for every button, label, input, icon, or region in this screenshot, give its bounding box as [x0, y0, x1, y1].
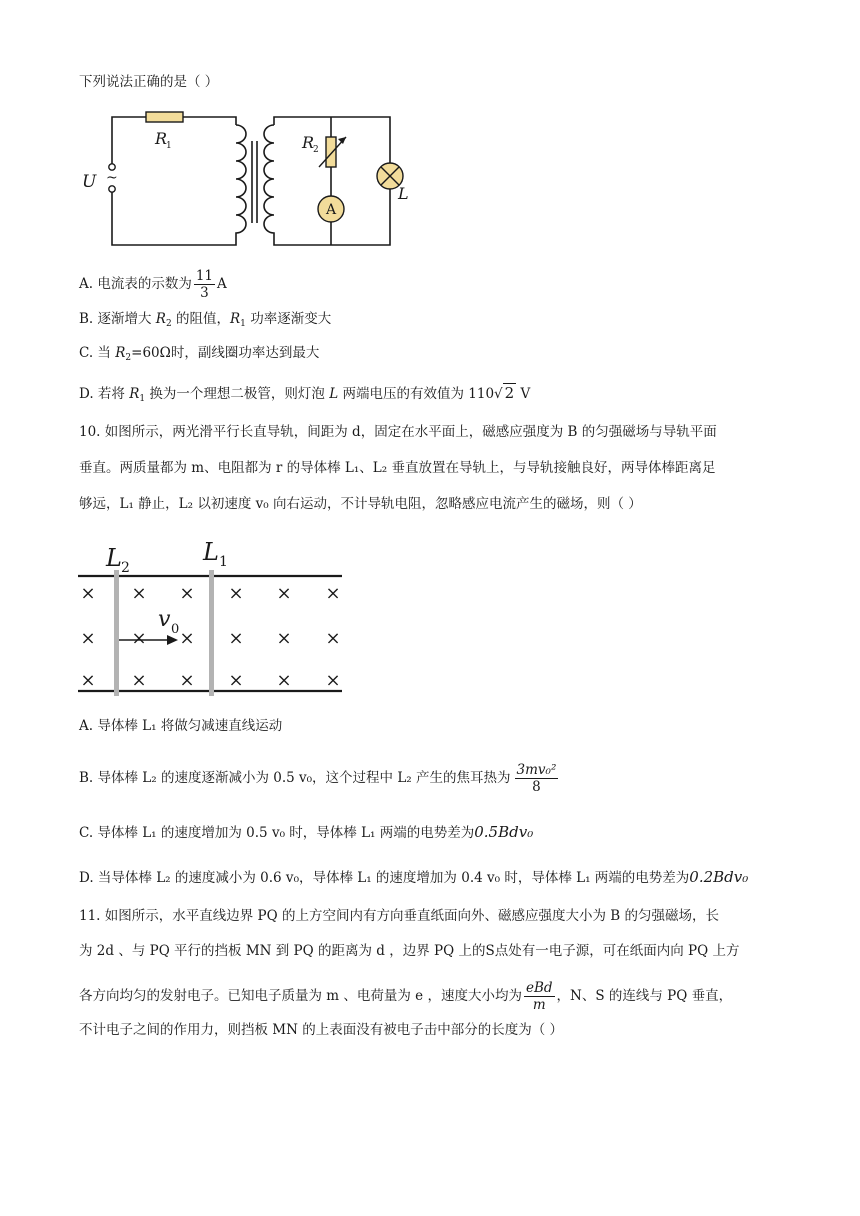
resistor-r1: [146, 112, 183, 122]
svg-text:×: ×: [179, 583, 195, 604]
svg-text:×: ×: [276, 670, 292, 691]
rod-l2: [114, 570, 119, 696]
label-r2: R: [302, 133, 315, 152]
label-v0: v: [158, 607, 171, 632]
svg-text:×: ×: [228, 628, 244, 649]
q10-option-b: B. 导体棒 L₂ 的速度逐渐减小为 0.5 v₀，这个过程中 L₂ 产生的焦耳热为 $\frac{\text{3mv₀²}}{8}$: [79, 762, 557, 795]
q11-stem-line3: 各方向均匀的发射电子。已知电子质量为 m 、电荷量为 e ，速度大小均为 $\frac{\text{eBd}}{m}$ ，N、S 的连线与 PQ 垂直，: [79, 980, 733, 1013]
q10-stem-line3: 够远，L₁ 静止，L₂ 以初速度 v₀ 向右运动，不计导轨电阻，忽略感应电流产生的磁场，则（ ）: [79, 496, 642, 512]
label-l1: L: [203, 538, 219, 566]
label-l: L: [398, 184, 409, 203]
q9-prompt: 下列说法正确的是（ ）: [79, 74, 219, 90]
q10-stem-line1: 10. 如图所示，两光滑平行长直导轨，间距为 d，固定在水平面上，磁感应强度为 B 的匀强磁场与导轨平面: [79, 424, 717, 440]
label-r1: R: [155, 129, 168, 148]
label-l1-sub: 1: [219, 554, 228, 570]
svg-text:×: ×: [80, 670, 96, 691]
q10-option-d: D. 当导体棒 L₂ 的速度减小为 0.6 v₀，导体棒 L₁ 的速度增加为 0.4 v₀ 时，导体棒 L₁ 两端的电势差为0.2Bdv₀: [79, 868, 749, 886]
label-l2-sub: 2: [121, 560, 130, 576]
q10-stem-line2: 垂直。两质量都为 m、电阻都为 r 的导体棒 L₁、L₂ 垂直放置在导轨上，与导轨接触良好，两导体棒距离足: [79, 460, 716, 476]
svg-text:×: ×: [325, 628, 341, 649]
svg-text:×: ×: [179, 628, 195, 649]
q9-option-b: B. 逐渐增大 $R_2$ 的阻值，$R_1$ 功率逐渐变大: [79, 311, 332, 329]
q10-option-c: C. 导体棒 L₁ 的速度增加为 0.5 v₀ 时，导体棒 L₁ 两端的电势差为0.5Bdv₀: [79, 823, 534, 841]
svg-text:×: ×: [80, 583, 96, 604]
svg-text:×: ×: [131, 670, 147, 691]
svg-text:×: ×: [80, 628, 96, 649]
svg-text:×: ×: [325, 583, 341, 604]
rheostat-r2: [326, 137, 336, 167]
q10-option-a: A. 导体棒 L₁ 将做匀减速直线运动: [79, 718, 283, 734]
svg-text:×: ×: [325, 670, 341, 691]
q9-option-d: D. 若将 $R_1$ 换为一个理想二极管，则灯泡 L 两端电压的有效值为 110√ 2 V: [79, 384, 531, 404]
q11-stem-line2: 为 2d 、与 PQ 平行的挡板 MN 到 PQ 的距离为 d ，边界 PQ 上的S点处有一电子源，可在纸面内向 PQ 上方: [79, 943, 740, 959]
label-l2: L: [106, 544, 122, 572]
svg-text:×: ×: [228, 583, 244, 604]
svg-text:×: ×: [276, 628, 292, 649]
label-u: U: [82, 172, 97, 192]
rails-magnetic-field-diagram: [72, 530, 352, 698]
q11-stem-line4: 不计电子之间的作用力，则挡板 MN 的上表面没有被电子击中部分的长度为（ ）: [79, 1022, 564, 1038]
rod-l1: [209, 570, 214, 696]
label-r1-sub: 1: [166, 141, 172, 151]
ammeter-label: A: [325, 202, 337, 218]
q9-option-c: C. 当 $R_2=60\Omega$时，副线圈功率达到最大: [79, 345, 320, 363]
q9-option-a: A. 电流表的示数为 $\frac{11}{3}$ A: [79, 268, 227, 301]
svg-text:×: ×: [228, 670, 244, 691]
transformer-circuit-diagram: [76, 105, 416, 255]
q11-stem-line1: 11. 如图所示，水平直线边界 PQ 的上方空间内有方向垂直纸面向外、磁感应强度大小为 B 的匀强磁场，长: [79, 908, 719, 924]
label-v0-sub: 0: [171, 622, 180, 637]
svg-text:×: ×: [179, 670, 195, 691]
label-ac: ~: [106, 170, 118, 186]
label-r2-sub: 2: [313, 145, 319, 155]
svg-text:×: ×: [131, 583, 147, 604]
svg-text:×: ×: [131, 628, 147, 649]
svg-text:×: ×: [276, 583, 292, 604]
